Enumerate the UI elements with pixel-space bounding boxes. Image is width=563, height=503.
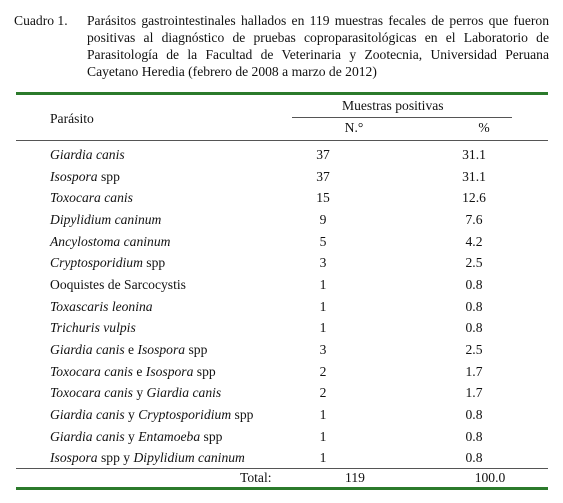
spacer-cell (353, 448, 448, 470)
parasite-name (16, 448, 293, 470)
spacer-cell (500, 426, 548, 448)
count-cell: 3 (319, 342, 327, 358)
table-row (16, 404, 548, 426)
percent-cell: 0.8 (465, 276, 483, 292)
percent-cell: 1.7 (465, 363, 483, 379)
caption-label: Cuadro 1. (14, 13, 68, 28)
count-cell: 5 (319, 233, 327, 249)
spacer-cell (353, 231, 448, 253)
parasite-name-part: Ooquistes de Sarcocystis (50, 276, 186, 292)
table-row (16, 318, 548, 340)
percent-cell: 1.7 (465, 385, 483, 401)
count-cell: 2 (319, 385, 327, 401)
spacer-cell (353, 144, 448, 166)
spacer-cell (500, 144, 548, 166)
parasite-name (16, 296, 293, 318)
parasite-name-part: Isospora (145, 363, 194, 379)
top-rule (16, 92, 548, 95)
parasite-name (16, 383, 293, 405)
parasite-name-part: Dipylidium caninum (133, 450, 245, 466)
parasite-name-part: y (124, 407, 139, 423)
count-cell: 9 (319, 211, 327, 227)
parasite-name-part: Giardia canis (50, 407, 125, 423)
table-row (16, 448, 548, 470)
percent-cell: 12.6 (462, 190, 486, 206)
percent-cell: 0.8 (465, 298, 483, 314)
total-rule (16, 468, 548, 469)
count-cell: 1 (319, 450, 327, 466)
table-row (16, 296, 548, 318)
header-n: N.° (344, 120, 364, 135)
parasite-name-part: Giardia canis (50, 146, 125, 162)
parasite-name-part: spp (200, 428, 223, 444)
table-row (16, 209, 548, 231)
parasite-name (16, 339, 293, 361)
parasite-name-part: Ancylostoma caninum (50, 233, 171, 249)
spacer-cell (500, 339, 548, 361)
parasite-name (16, 166, 293, 188)
percent-cell: 2.5 (465, 255, 483, 271)
table-row (16, 187, 548, 209)
total-n: 119 (345, 470, 365, 485)
parasite-name-part: Toxocara canis (50, 363, 133, 379)
parasite-name-part: Trichuris vulpis (50, 320, 136, 336)
parasite-name-part: Entamoeba (138, 428, 201, 444)
spacer-cell (500, 448, 548, 470)
header-rule (16, 140, 548, 141)
parasite-name-part: spp (193, 363, 216, 379)
parasite-name (16, 187, 293, 209)
spacer-cell (353, 187, 448, 209)
spacer-cell (353, 274, 448, 296)
parasite-name (16, 318, 293, 340)
parasite-name (16, 274, 293, 296)
parasite-name-part: Isospora (50, 168, 98, 184)
percent-cell: 0.8 (465, 320, 483, 336)
parasite-name (16, 426, 293, 448)
parasite-name-part: Giardia canis (146, 385, 222, 401)
parasite-name-part: e (124, 342, 138, 358)
parasite-name-part: Cryptosporidium (50, 255, 143, 271)
parasite-name-part: Isospora (137, 342, 186, 358)
percent-cell: 4.2 (465, 233, 483, 249)
count-cell: 1 (319, 407, 327, 423)
spacer-cell (500, 187, 548, 209)
percent-cell: 31.1 (462, 168, 486, 184)
parasite-name (16, 252, 293, 274)
parasite-name-part: Cryptosporidium (138, 407, 232, 423)
count-cell: 1 (319, 320, 327, 336)
percent-cell: 0.8 (465, 450, 483, 466)
spacer-cell (353, 404, 448, 426)
data-table (16, 144, 548, 469)
spacer-cell (353, 252, 448, 274)
spacer-cell (353, 361, 448, 383)
table-caption (14, 12, 549, 80)
spacer-cell (500, 209, 548, 231)
spacer-cell (353, 209, 448, 231)
parasite-name (16, 144, 293, 166)
parasite-name-part: Giardia canis (50, 428, 125, 444)
percent-cell: 2.5 (465, 342, 483, 358)
percent-cell: 0.8 (465, 407, 483, 423)
spacer-cell (500, 166, 548, 188)
count-cell: 1 (319, 428, 327, 444)
count-cell: 37 (316, 146, 330, 162)
spacer-cell (500, 274, 548, 296)
parasite-name-part: spp (142, 255, 166, 271)
parasite-name-part: spp (185, 342, 208, 358)
spacer-cell (353, 426, 448, 448)
parasite-name-part: Isospora (50, 450, 98, 466)
table-row (16, 274, 548, 296)
count-cell: 2 (319, 363, 327, 379)
table-row (16, 383, 548, 405)
parasite-name-part: Toxascaris leonina (50, 298, 153, 314)
parasite-name (16, 209, 293, 231)
table-row (16, 144, 548, 166)
spacer-cell (353, 339, 448, 361)
parasite-name-part: spp y (97, 450, 134, 466)
count-cell: 3 (319, 255, 327, 271)
parasite-name-part: Giardia canis (50, 342, 125, 358)
spacer-cell (500, 296, 548, 318)
table-row (16, 166, 548, 188)
count-cell: 37 (316, 168, 330, 184)
percent-cell: 0.8 (465, 428, 483, 444)
spacer-cell (500, 252, 548, 274)
bottom-rule (16, 487, 548, 490)
parasite-name (16, 404, 293, 426)
parasite-name-part: e (132, 363, 146, 379)
parasite-name-part: spp (231, 407, 254, 423)
percent-cell: 7.6 (465, 211, 483, 227)
spacer-cell (353, 166, 448, 188)
table-row (16, 361, 548, 383)
spacer-cell (500, 231, 548, 253)
parasite-name-part: Dipylidium caninum (50, 211, 162, 227)
parasite-name-part: Toxocara canis (50, 385, 133, 401)
parasite-name-part: y (132, 385, 147, 401)
total-label: Total: (240, 470, 272, 485)
spacer-cell (353, 318, 448, 340)
table-row (16, 426, 548, 448)
group-underline (292, 117, 512, 118)
parasite-name-part: spp (97, 168, 120, 184)
parasite-name (16, 231, 293, 253)
parasite-name-part: Toxocara canis (50, 190, 133, 206)
header-pct: % (478, 120, 490, 135)
count-cell: 1 (319, 276, 327, 292)
spacer-cell (500, 361, 548, 383)
header-group: Muestras positivas (342, 98, 444, 113)
spacer-cell (500, 404, 548, 426)
parasite-name-part: y (124, 428, 139, 444)
count-cell: 15 (316, 190, 330, 206)
spacer-cell (500, 318, 548, 340)
spacer-cell (353, 383, 448, 405)
total-pct: 100.0 (474, 470, 506, 485)
caption-text: Parásitos gastrointestinales hallados en 119 muestras fecales de perros que fueron positivas al diagnóstico de pruebas coproparasitológicas en el Laboratorio de Parasitología de la Facultad de Veterinaria y Zootecnia, Universidad Peruana Cayetano Heredia (febrero de 2008 a marzo de 2012) (87, 13, 549, 79)
spacer-cell (353, 296, 448, 318)
percent-cell: 31.1 (462, 146, 486, 162)
count-cell: 1 (319, 298, 327, 314)
table-row (16, 339, 548, 361)
header-parasite: Parásito (50, 111, 94, 126)
table-row (16, 252, 548, 274)
table-row (16, 231, 548, 253)
parasite-name (16, 361, 293, 383)
spacer-cell (500, 383, 548, 405)
